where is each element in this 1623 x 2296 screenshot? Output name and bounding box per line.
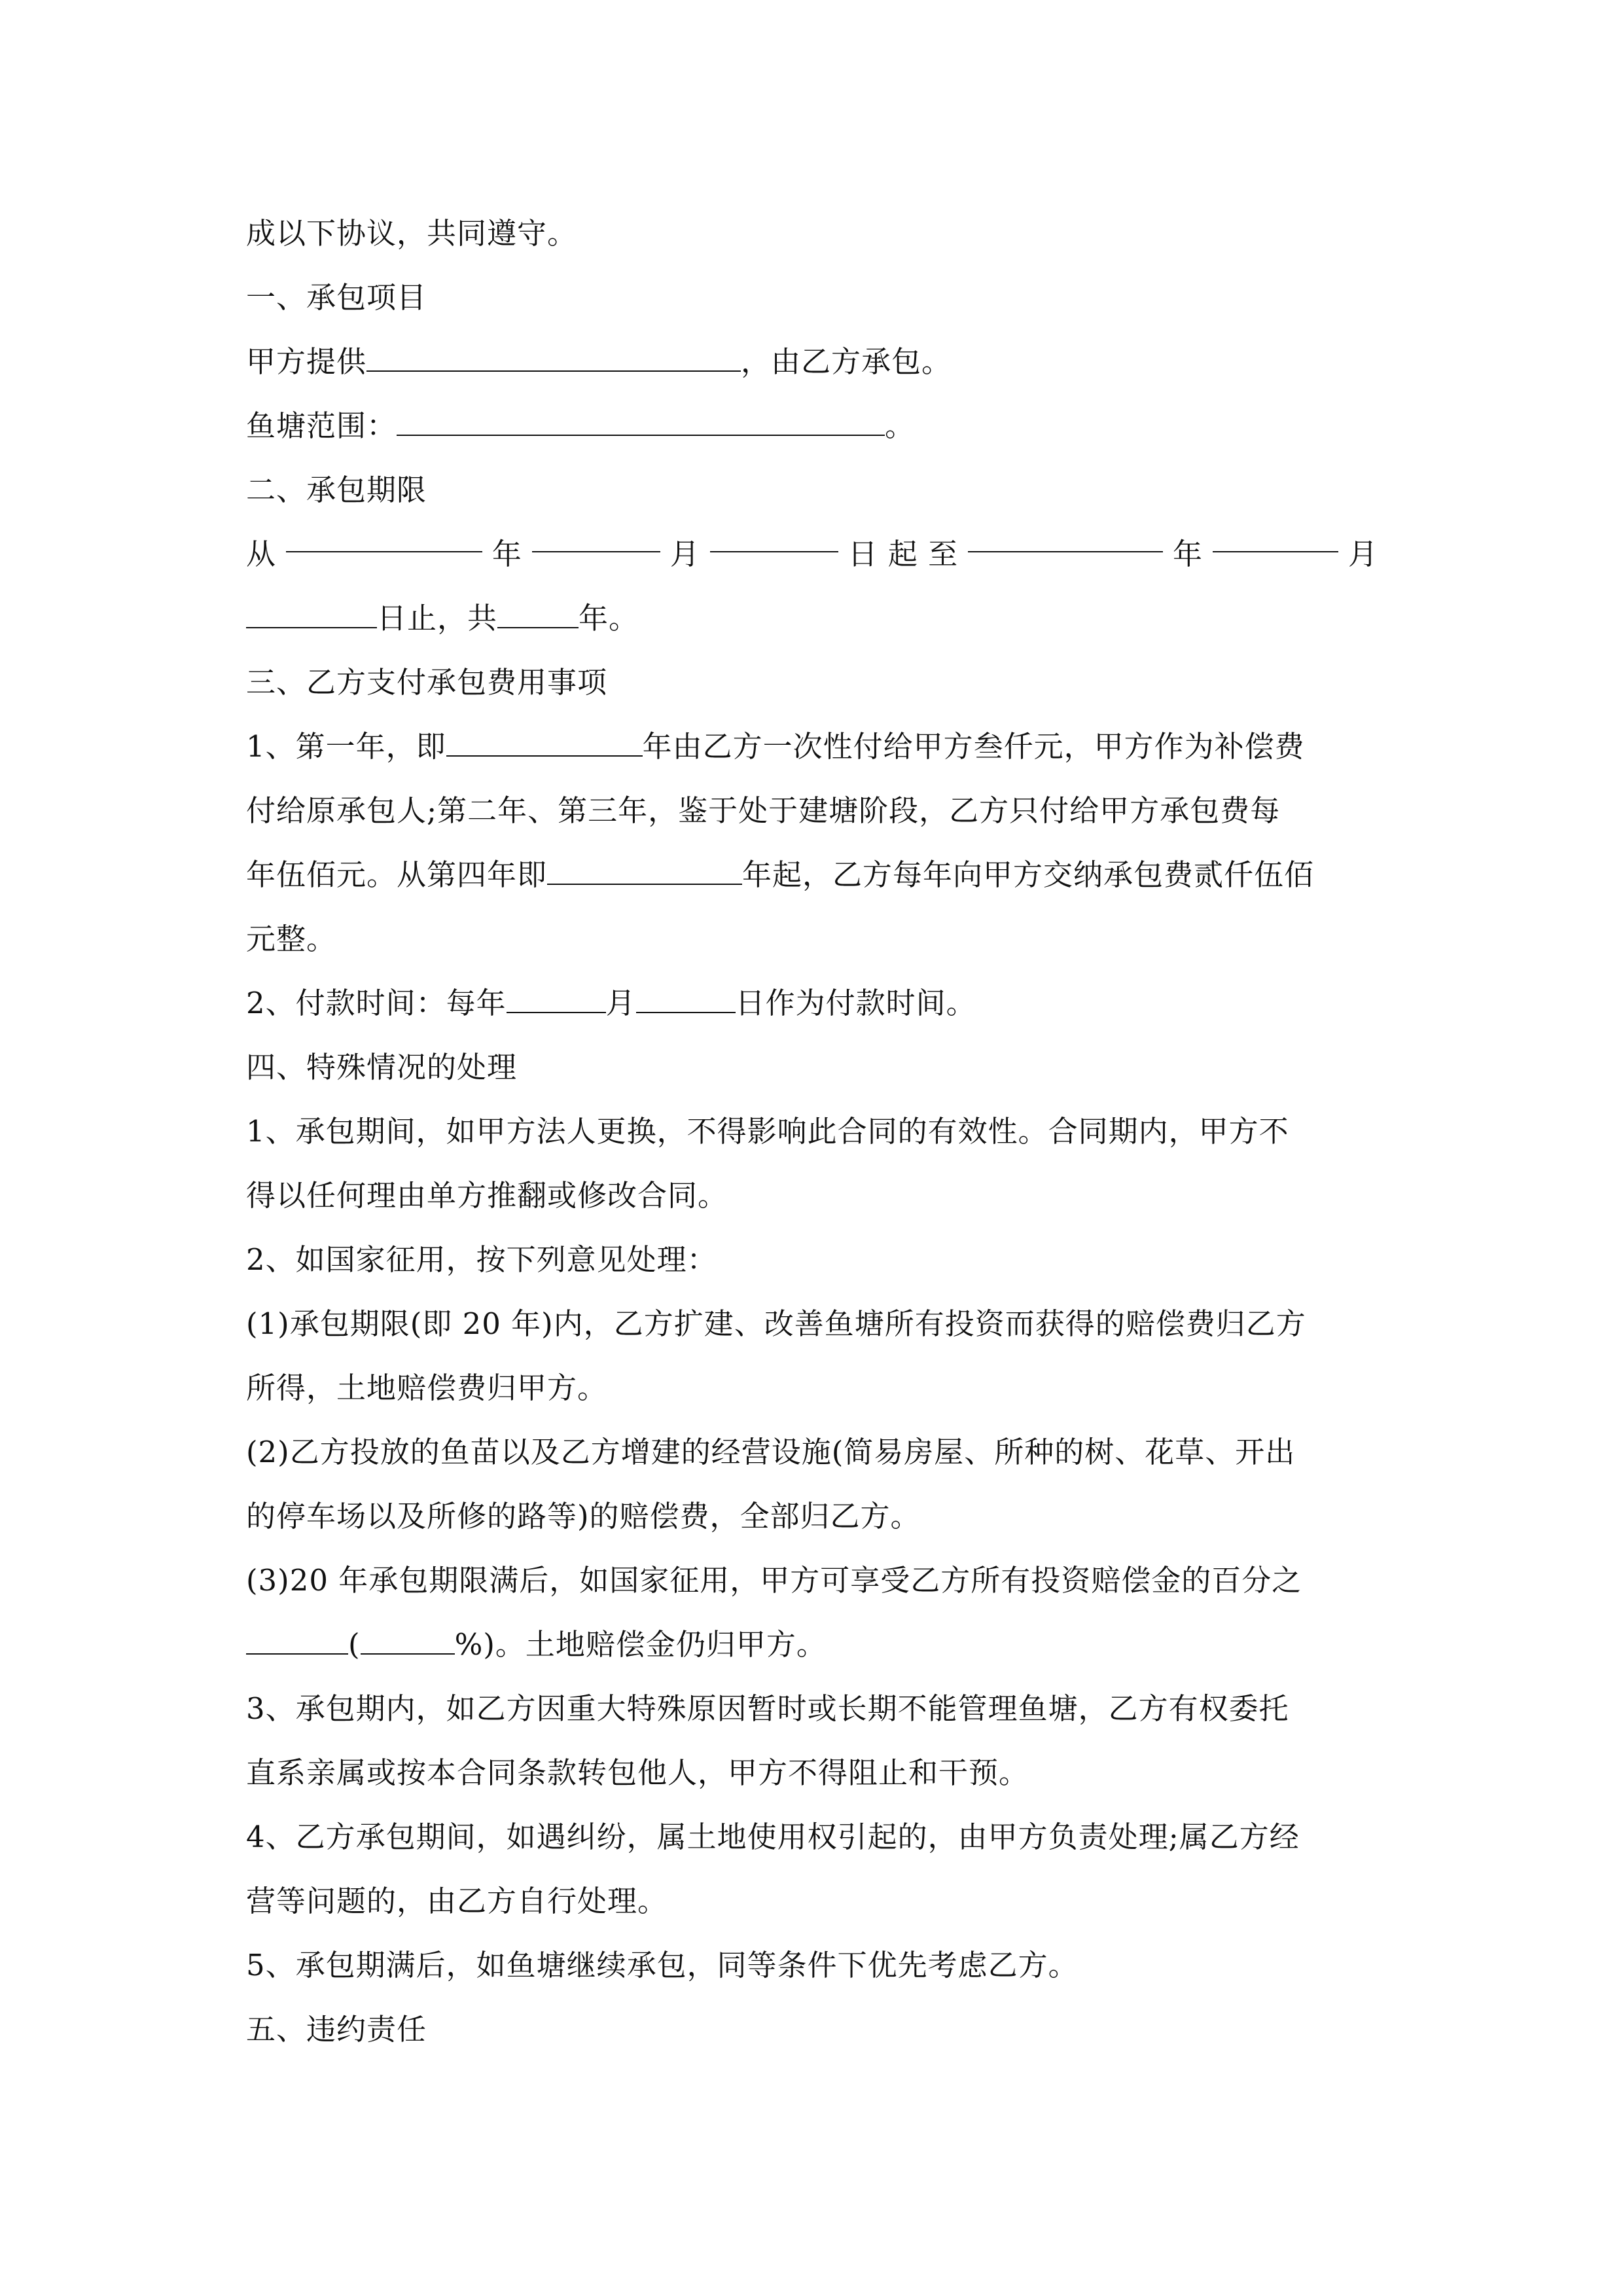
paragraph-line: 年伍佰元。从第四年即 年起，乙方每年向甲方交纳承包费贰仟伍佰	[246, 843, 1378, 907]
fill-blank	[397, 406, 885, 436]
fill-blank	[246, 598, 377, 628]
paragraph-line: 得以任何理由单方推翻或修改合同。	[246, 1178, 728, 1213]
paragraph-line: (2)乙方投放的鱼苗以及乙方增建的经营设施(简易房屋、所种的树、花草、开出	[246, 1435, 1296, 1469]
fill-blank	[1213, 522, 1338, 552]
paragraph-line: 4、乙方承包期间，如遇纠纷，属土地使用权引起的，由甲方负责处理;属乙方经	[246, 1820, 1300, 1854]
section-heading-2: 二、承包期限	[246, 473, 427, 507]
section-heading-3: 三、乙方支付承包费用事项	[246, 665, 608, 700]
paragraph-line: 直系亲属或按本合同条款转包他人，甲方不得阻止和干预。	[246, 1755, 1029, 1790]
paragraph-line: ( %)。土地赔偿金仍归甲方。	[246, 1613, 1378, 1677]
fill-blank	[710, 522, 838, 552]
fill-blank	[507, 983, 606, 1013]
paragraph-line: 成以下协议，共同遵守。	[246, 216, 578, 251]
paragraph-line: 鱼塘范围： 。	[246, 394, 1378, 458]
paragraph-line: 甲方提供 ，由乙方承包。	[246, 330, 1378, 394]
paragraph-line: (3)20 年承包期限满后，如国家征用，甲方可享受乙方所有投资赔偿金的百分之	[246, 1563, 1302, 1598]
fill-blank	[286, 522, 482, 552]
fill-blank	[246, 1624, 348, 1655]
paragraph-line: 所得，土地赔偿费归甲方。	[246, 1371, 608, 1405]
fill-blank	[968, 522, 1163, 552]
paragraph-line: 从 年 月 日 起 至 年 月	[246, 522, 1378, 586]
paragraph-line: 日止，共 年。	[246, 586, 1378, 651]
paragraph-line: 3、承包期内，如乙方因重大特殊原因暂时或长期不能管理鱼塘，乙方有权委托	[246, 1691, 1289, 1726]
paragraph-line: 付给原承包人;第二年、第三年，鉴于处于建塘阶段，乙方只付给甲方承包费每	[246, 793, 1281, 828]
fill-blank	[532, 522, 660, 552]
paragraph-line: 1、第一年，即 年由乙方一次性付给甲方叁仟元，甲方作为补偿费	[246, 715, 1378, 779]
fill-blank	[497, 598, 579, 628]
paragraph-line: 2、如国家征用，按下列意见处理：	[246, 1242, 717, 1277]
paragraph-line: 1、承包期间，如甲方法人更换，不得影响此合同的有效性。合同期内，甲方不	[246, 1114, 1289, 1149]
fill-blank	[366, 342, 741, 372]
fill-blank	[547, 855, 742, 885]
fill-blank	[446, 726, 643, 757]
contract-body	[246, 202, 1378, 2062]
paragraph-line: (1)承包期限(即 20 年)内，乙方扩建、改善鱼塘所有投资而获得的赔偿费归乙方	[246, 1306, 1306, 1341]
section-heading-1: 一、承包项目	[246, 280, 427, 315]
fill-blank	[636, 983, 736, 1013]
fill-blank	[361, 1624, 455, 1655]
section-heading-5: 五、违约责任	[246, 2012, 427, 2047]
paragraph-line: 营等问题的，由乙方自行处理。	[246, 1884, 668, 1918]
paragraph-line: 的停车场以及所修的路等)的赔偿费，全部归乙方。	[246, 1499, 921, 1534]
paragraph-line: 5、承包期满后，如鱼塘继续承包，同等条件下优先考虑乙方。	[246, 1948, 1079, 1982]
paragraph-line: 2、付款时间：每年 月 日作为付款时间。	[246, 971, 1378, 1035]
section-heading-4: 四、特殊情况的处理	[246, 1050, 518, 1085]
paragraph-line: 元整。	[246, 922, 337, 956]
